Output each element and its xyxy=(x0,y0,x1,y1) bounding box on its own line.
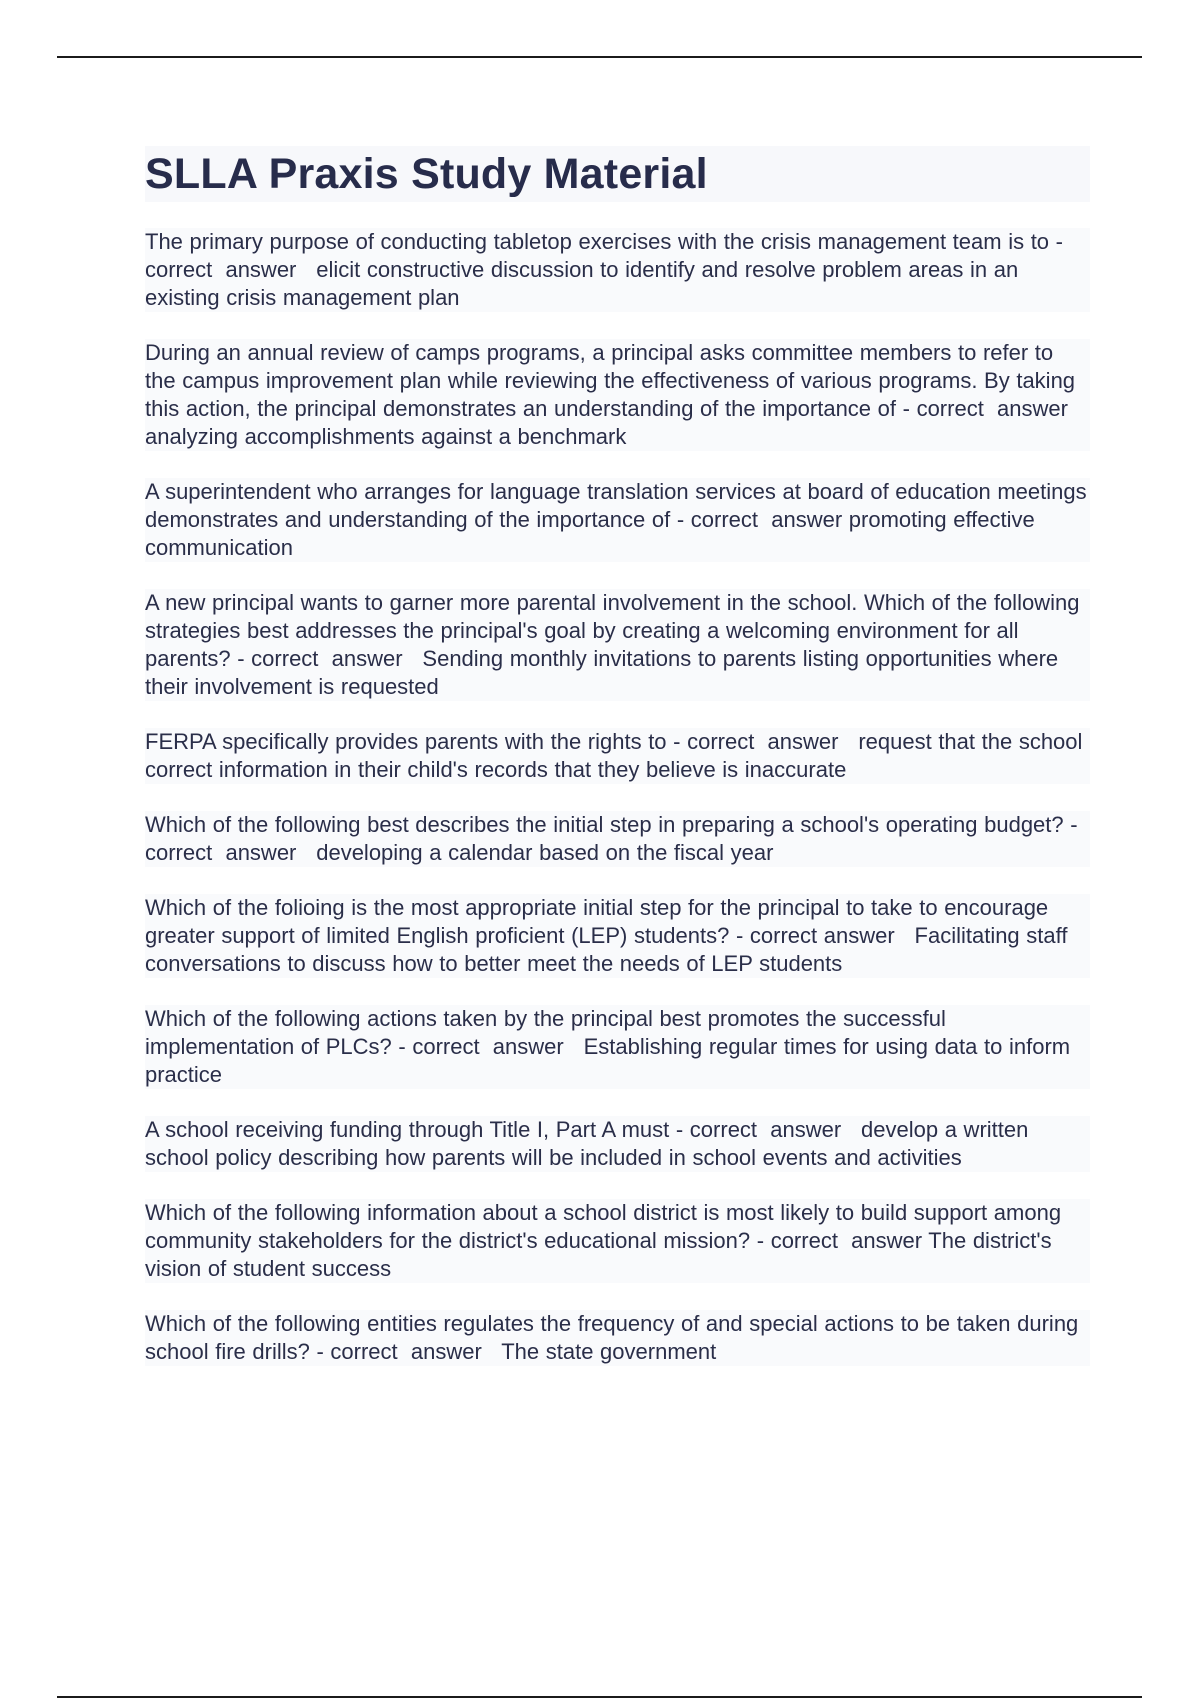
answer-text: The district's vision of student success xyxy=(145,1228,1059,1281)
qa-item xyxy=(145,589,1090,701)
qa-item xyxy=(145,228,1090,312)
bottom-rule xyxy=(57,1696,1142,1698)
answer-text: promoting effective communication xyxy=(145,507,1042,560)
answer-text: develop a written school policy describing how parents will be included in school events and activities xyxy=(145,1117,1035,1170)
question-text: During an annual review of camps programs, a principal asks committee members to refer to the campus improvement plan while reviewing the effectiveness of various programs. By taking this action, the principal demonstrates an understanding of the importance of xyxy=(145,340,1082,421)
qa-item xyxy=(145,728,1090,784)
answer-separator: - correct answer xyxy=(669,1117,862,1142)
answer-text: The state government xyxy=(501,1339,717,1364)
qa-item xyxy=(145,894,1090,978)
answer-separator: - correct answer xyxy=(729,923,915,948)
answer-separator: - correct answer xyxy=(145,812,1085,865)
answer-text: developing a calendar based on the fiscal year xyxy=(316,840,774,865)
page-title: SLLA Praxis Study Material xyxy=(145,149,708,198)
answer-text: Facilitating staff conversations to discuss how to better meet the needs of LEP students xyxy=(145,923,1075,976)
answer-separator: - correct answer xyxy=(145,229,1070,282)
answer-separator: - correct answer xyxy=(896,396,1088,421)
answer-text: Establishing regular times for using data to inform practice xyxy=(145,1034,1077,1087)
answer-text: analyzing accomplishments against a benchmark xyxy=(145,424,627,449)
answer-separator: - correct answer xyxy=(670,507,849,532)
answer-text: request that the school correct information in their child's records that they believe is inaccurate xyxy=(145,729,1090,782)
question-text: Which of the following best describes the initial step in preparing a school's operating budget? xyxy=(145,812,1064,837)
document-body xyxy=(145,146,1094,1393)
question-text: A superintendent who arranges for language translation services at board of education meetings demonstrates and understanding of the importance of xyxy=(145,479,1094,532)
question-text: The primary purpose of conducting tabletop exercises with the crisis management team is to xyxy=(145,229,1050,254)
qa-item xyxy=(145,339,1090,451)
question-text: FERPA specifically provides parents with the rights to xyxy=(145,729,667,754)
qa-item xyxy=(145,811,1090,867)
qa-item xyxy=(145,1116,1090,1172)
question-text: Which of the following entities regulates the frequency of and special actions to be taken during school fire drills? xyxy=(145,1311,1085,1364)
answer-separator: - correct answer xyxy=(750,1228,929,1253)
top-rule xyxy=(57,56,1142,58)
qa-item xyxy=(145,1310,1090,1366)
title-block xyxy=(145,146,1090,202)
question-text: Which of the following actions taken by the principal best promotes the successful implementation of PLCs? xyxy=(145,1006,953,1059)
question-text: Which of the following information about a school district is most likely to build support among community stakeholders for the district's educational mission? xyxy=(145,1200,1068,1253)
answer-separator: - correct answer xyxy=(309,1339,502,1364)
qa-item xyxy=(145,1199,1090,1283)
question-text: A new principal wants to garner more parental involvement in the school. Which of the following strategies best addresses the principal's goal by creating a welcoming environment for all parents? xyxy=(145,590,1087,671)
qa-item xyxy=(145,478,1094,562)
answer-separator: - correct answer xyxy=(391,1034,584,1059)
question-text: Which of the folioing is the most appropriate initial step for the principal to take to encourage greater support of limited English proficient (LEP) students? xyxy=(145,895,1055,948)
answer-text: Sending monthly invitations to parents listing opportunities where their involvement is requested xyxy=(145,646,1065,699)
question-text: A school receiving funding through Title I, Part A must xyxy=(145,1117,670,1142)
answer-separator: - correct answer xyxy=(666,729,859,754)
qa-item xyxy=(145,1005,1090,1089)
answer-separator: - correct answer xyxy=(230,646,423,671)
answer-text: elicit constructive discussion to identify and resolve problem areas in an existing crisis management plan xyxy=(145,257,1025,310)
